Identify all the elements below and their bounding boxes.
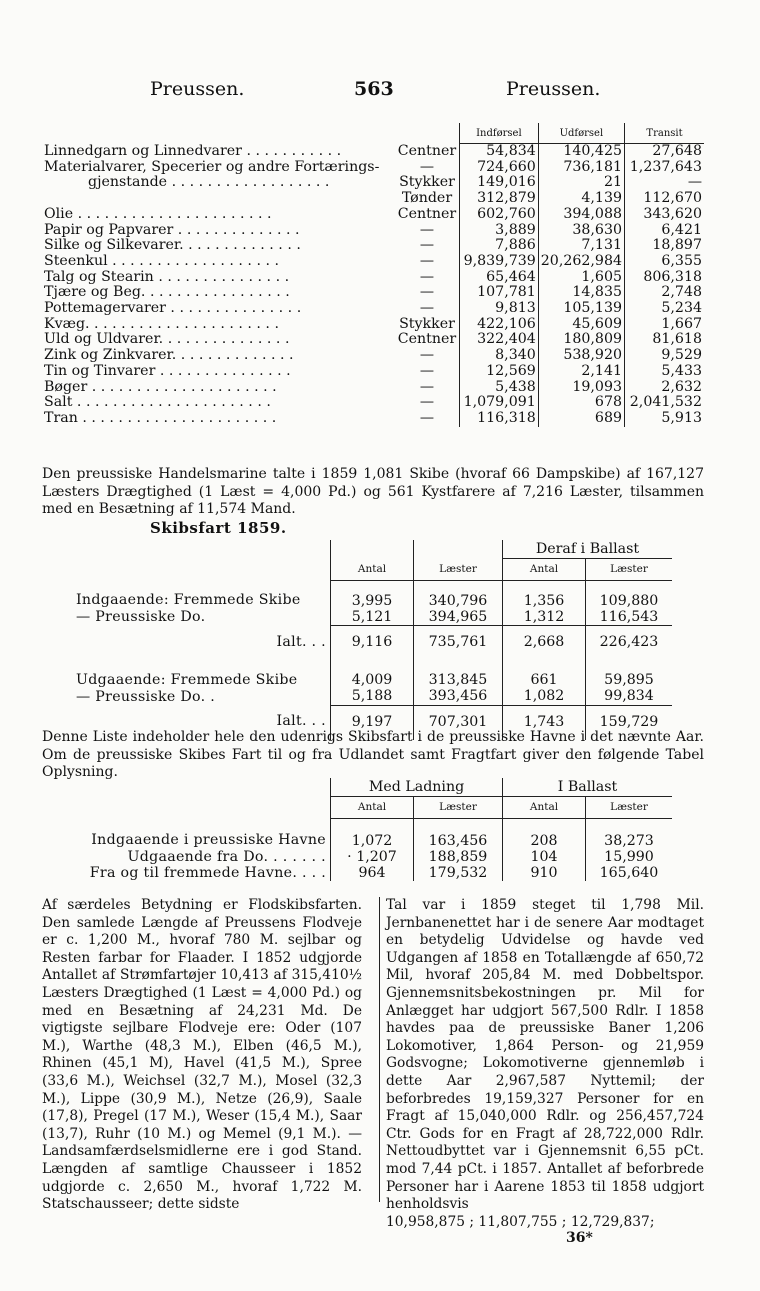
trade-transit: 2,632 [625,380,704,396]
trade-name: Bøger . . . . . . . . . . . . . . . . . . . . . [44,379,277,395]
freight-label: Indgaaende i preussiske Havne [91,832,326,849]
trade-row [42,348,704,364]
trade-import: 9,839,739 [459,254,538,270]
freight-value: 104 [503,849,586,865]
shipping-table [72,540,672,740]
trade-unit: — [419,394,435,411]
trade-unit: Centner [397,331,457,348]
group-ballast: I Ballast [503,778,673,796]
running-head-left: Preussen. [150,78,245,100]
freight-value: 163,456 [414,818,503,849]
trade-transit: 27,648 [625,144,704,160]
trade-import: 12,569 [459,364,538,380]
trade-row [42,238,704,254]
trade-row [42,285,704,301]
trade-row [42,223,704,239]
trade-import: 312,879 [459,191,538,207]
trade-row [42,364,704,380]
trade-name: Zink og Zinkvarer. . . . . . . . . . . . . . [44,348,294,364]
trade-export: 20,262,984 [538,254,624,270]
page-number: 563 [354,78,394,100]
trade-unit: Centner [397,205,457,222]
col-antal: Antal [331,558,414,580]
trade-name: Uld og Uldvarer. . . . . . . . . . . . . . . [44,332,290,348]
trade-import: 422,106 [459,317,538,333]
trade-unit: — [419,347,435,364]
freight-value: 208 [503,818,586,849]
trade-name: Talg og Stearin . . . . . . . . . . . . . . . [44,269,290,285]
trade-name: Tjære og Beg. . . . . . . . . . . . . . . . . [44,285,290,301]
freight-value: 910 [503,865,586,881]
shipping-label: Indgaaende: Fremmede Skibe [76,592,301,609]
shipping-value: 661 [503,660,586,688]
freight-value: 165,640 [586,865,673,881]
shipping-label: — Preussiske Do. . [76,688,216,705]
freight-label: Udgaaende fra Do. . . . . . . [127,848,326,865]
trade-name: Silke og Silkevarer. . . . . . . . . . . . . . [44,238,301,254]
col-transit: Transit [625,123,704,144]
trade-export: 2,141 [538,364,624,380]
trade-export: 140,425 [538,144,624,160]
trade-export: 38,630 [538,223,624,239]
freight-value: 15,990 [586,849,673,865]
trade-import: 3,889 [459,223,538,239]
trade-unit: — [419,300,435,317]
shipping-title: Skibsfart 1859. [150,519,287,537]
col-ballast-laester: Læster [586,558,673,580]
shipping-label: Udgaaende: Fremmede Skibe [76,672,298,688]
trade-export: 7,131 [538,238,624,254]
column-divider [379,897,380,1202]
trade-export: 105,139 [538,301,624,317]
paragraph-list-note: Denne Liste indeholder hele den udenrigs Skibsfart i de preussiske Havne i det nævnte Aar. Om de preussiske Skibes Fart til og fra Udlandet samt Fragtfart giver den følgende Tabel Oplysning. [42,729,704,780]
trade-import: 5,438 [459,380,538,396]
trade-import: 7,886 [459,238,538,254]
trade-import: 602,760 [459,207,538,223]
trade-import: 1,079,091 [459,395,538,411]
trade-name: Tran . . . . . . . . . . . . . . . . . . . . . . [44,410,277,426]
col-antal: Antal [331,796,414,818]
trade-transit: 5,234 [625,301,704,317]
shipping-value: 59,895 [586,660,673,688]
shipping-label: — Preussiske Do. [76,609,206,625]
col-ballast-antal: Antal [503,796,586,818]
trade-name [42,191,395,207]
shipping-value: 99,834 [586,688,673,705]
trade-name: Olie . . . . . . . . . . . . . . . . . . . . . . [44,206,272,222]
shipping-value: 159,729 [586,705,673,740]
trade-transit: 9,529 [625,348,704,364]
column-right-text [386,897,704,1231]
trade-transit: 81,618 [625,332,704,348]
trade-name: Papir og Papvarer . . . . . . . . . . . . . . [44,222,300,238]
shipping-row [72,580,672,609]
trade-export: 180,809 [538,332,624,348]
shipping-value: 340,796 [414,580,503,609]
trade-export: 678 [538,395,624,411]
trade-row [42,332,704,348]
column-right-last-line: 10,958,875 ; 11,807,755 ; 12,729,837; [386,1213,655,1230]
trade-export: 538,920 [538,348,624,364]
trade-import: 8,340 [459,348,538,364]
trade-export: 1,605 [538,270,624,286]
shipping-value: 4,009 [331,660,414,688]
trade-transit: 5,433 [625,364,704,380]
trade-export: 736,181 [538,160,624,176]
shipping-label: Ialt. . . [276,713,326,730]
trade-transit: 806,318 [625,270,704,286]
trade-row [42,207,704,223]
trade-import: 65,464 [459,270,538,286]
shipping-value: 5,121 [331,609,414,626]
shipping-value: 1,312 [503,609,586,626]
trade-unit: — [419,378,435,395]
shipping-value: 5,188 [331,688,414,705]
trade-row [42,301,704,317]
trade-export: 21 [538,175,624,191]
shipping-value: 394,965 [414,609,503,626]
trade-row [42,270,704,286]
trade-unit: Stykker [399,315,455,332]
trade-import: 9,813 [459,301,538,317]
paragraph-merchant-marine: Den preussiske Handelsmarine talte i 1859 1,081 Skibe (hvoraf 66 Dampskibe) af 167,127 Læsters Drægtighed (1 Læst = 4,000 Pd.) og 561 Kystfarere af 7,216 Læster, tilsammen med en Besætning af 11,574 Mand. [42,466,704,517]
trade-row [42,175,704,191]
shipping-value: 1,356 [503,580,586,609]
trade-transit: 5,913 [625,411,704,427]
trade-unit: — [419,252,435,269]
shipping-value: 707,301 [414,705,503,740]
trade-transit: 2,748 [625,285,704,301]
trade-name: Salt . . . . . . . . . . . . . . . . . . . . . . [44,395,271,411]
trade-transit: 2,041,532 [625,395,704,411]
freight-value: 1,072 [331,818,414,849]
shipping-value: 1,743 [503,705,586,740]
trade-export: 689 [538,411,624,427]
freight-value: 964 [331,865,414,881]
ballast-group-header: Deraf i Ballast [503,540,673,558]
trade-row [42,254,704,270]
trade-row [42,395,704,411]
trade-unit: — [419,362,435,379]
shipping-value: 313,845 [414,660,503,688]
trade-name: Linnedgarn og Linnedvarer . . . . . . . . . . . [44,143,342,159]
trade-row [42,191,704,207]
trade-transit: 1,667 [625,317,704,333]
shipping-value: 393,456 [414,688,503,705]
shipping-value: 109,880 [586,580,673,609]
freight-label: Fra og til fremmede Havne. . . . [89,864,326,881]
group-laden: Med Ladning [331,778,503,796]
col-ballast-antal: Antal [503,558,586,580]
trade-table [42,123,704,427]
trade-transit: 1,237,643 [625,160,704,176]
trade-row [42,380,704,396]
col-ballast-laester: Læster [586,796,673,818]
col-import: Indførsel [459,123,538,144]
trade-row [42,160,704,176]
shipping-value: 735,761 [414,626,503,661]
col-laester: Læster [414,558,503,580]
shipping-value: 226,423 [586,626,673,661]
freight-value: 38,273 [586,818,673,849]
trade-export: 45,609 [538,317,624,333]
trade-unit: Tønder [401,190,453,207]
freight-value: 179,532 [414,865,503,881]
trade-export: 394,088 [538,207,624,223]
shipping-row [72,660,672,688]
trade-row [42,144,704,160]
trade-name: Kvæg. . . . . . . . . . . . . . . . . . . . . . [44,316,279,332]
shipping-row [72,688,672,705]
trade-unit: — [419,237,435,254]
shipping-value: 116,543 [586,609,673,626]
trade-import: 54,834 [459,144,538,160]
trade-export: 19,093 [538,380,624,396]
trade-export: 4,139 [538,191,624,207]
shipping-value: 9,197 [331,705,414,740]
shipping-row [72,626,672,661]
column-left-text: Af særdeles Betydning er Flodskibsfarten. Den samlede Længde af Preussens Flodveje er c. 1,200 M., hvoraf 780 M. sejlbar og Resten farbar for Flaader. I 1852 udgjorde Antallet af Strømfartøjer 10,413 af 315,410½ Læsters Drægtighed (1 Læst = 4,000 Pd.) og med en Besætning af 24,231 Md. De vigtigste sejlbare Flodveje ere: Oder (107 M.), Warthe (48,3 M.), Elben (46,5 M.), Rhinen (45,1 M), Havel (41,5 M.), Spree (33,6 M.), Weichsel (32,7 M.), Mosel (32,3 M.), Lippe (30,9 M.), Netze (26,9), Saale (17,8), Pregel (17 M.), Weser (15,4 M.), Saar (13,7), Ruhr (10 M.) og Memel (9,1 M.). — Landsamfærdselsmidlerne ere i god Stand. Længden af samtlige Chausseer i 1852 udgjorde c. 2,650 M., hvoraf 1,722 M. Statschausseer; dette sidste [42,897,362,1213]
trade-unit: Centner [397,142,457,159]
shipping-value: 2,668 [503,626,586,661]
trade-unit: — [419,158,435,175]
trade-unit: — [419,284,435,301]
trade-name: Tin og Tinvarer . . . . . . . . . . . . . . . [44,363,291,379]
trade-unit: Stykker [399,174,455,191]
running-head-right: Preussen. [506,78,601,100]
trade-import: 724,660 [459,160,538,176]
trade-transit: 18,897 [625,238,704,254]
trade-export: 14,835 [538,285,624,301]
trade-transit: 6,421 [625,223,704,239]
trade-transit: 6,355 [625,254,704,270]
shipping-row [72,609,672,626]
column-right-body: Tal var i 1859 steget til 1,798 Mil. Jernbanenettet har i de senere Aar modtaget en betydelig Udvidelse og havde ved Udgangen af 1858 en Totallængde af 650,72 Mil, hvoraf 205,84 M. med Dobbeltspor. Gjennemsnitsbekostningen pr. Mil for Anlægget har udgjort 567,500 Rdlr. I 1858 havdes paa de preussiske Baner 1,206 Lokomotiver, 1,864 Person- og 21,959 Godsvogne; Lokomotiverne gjennemløb i dette Aar 2,967,587 Nyttemil; der beforbredes 19,159,327 Personer for en Fragt af 15,040,000 Rdlr. og 256,457,724 Ctr. Gods for en Fragt af 28,722,000 Rdlr. Nettoudbyttet var i Gjennemsnit 6,55 pCt. mod 7,44 pCt. i 1857. Antallet af beforbrede Personer har i Aarene 1853 til 1858 udgjort henholdsvis [386,897,704,1213]
trade-unit: — [419,409,435,426]
col-export: Udførsel [538,123,624,144]
trade-unit: — [419,221,435,238]
freight-row [72,818,672,849]
col-laester: Læster [414,796,503,818]
trade-import: 116,318 [459,411,538,427]
trade-transit: 343,620 [625,207,704,223]
trade-row [42,411,704,427]
signature-mark: 36* [566,1230,593,1246]
trade-name: Steenkul . . . . . . . . . . . . . . . . . . . [44,253,279,269]
shipping-value: 9,116 [331,626,414,661]
shipping-value: 1,082 [503,688,586,705]
trade-unit: — [419,268,435,285]
shipping-label: Ialt. . . [276,633,326,650]
freight-value: · 1,207 [331,849,414,865]
trade-import: 149,016 [459,175,538,191]
freight-row [72,865,672,881]
trade-transit: 112,670 [625,191,704,207]
trade-transit: — [625,175,704,191]
shipping-value: 3,995 [331,580,414,609]
trade-row [42,317,704,333]
trade-name: Materialvarer, Specerier og andre Fortærings- [44,159,380,175]
trade-import: 107,781 [459,285,538,301]
trade-import: 322,404 [459,332,538,348]
trade-name: Pottemagervarer . . . . . . . . . . . . . . . [44,301,302,317]
trade-name: gjenstande . . . . . . . . . . . . . . . . . . [88,175,330,191]
freight-row [72,849,672,865]
freight-value: 188,859 [414,849,503,865]
freight-table [72,778,672,881]
